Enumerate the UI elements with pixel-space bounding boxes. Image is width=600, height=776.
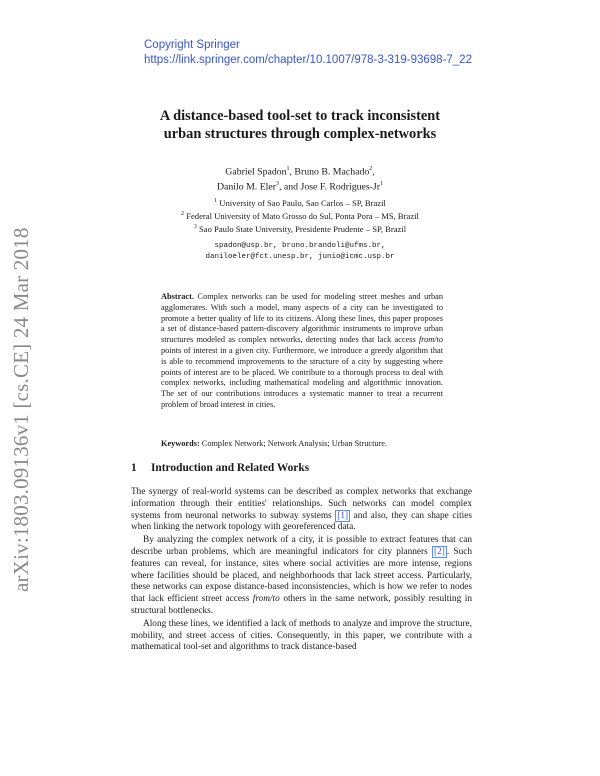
- abstract-text: Complex networks can be used for modeling street meshes and urban agglomerates. With such a model, many aspects of a city can be investigated to promote a better quality of life to its citizens. Along these lines, this paper proposes a set of distance-based pattern-discovery algorithmic instruments to improve urban structures modeled as complex networks, detecting nodes that lack access: [161, 292, 443, 345]
- affiliation-1: $^1$ University of Sao Paulo, Sao Carlos – SP, Brazil: [214, 197, 386, 208]
- author-3: Danilo M. Eler: [216, 181, 277, 193]
- email-line-1: spadon@usp.br, bruno.brandoli@ufms.br,: [214, 242, 386, 250]
- author-2-affil: 2: [369, 166, 373, 172]
- affiliation-3: $^3$ Sao Paulo State University, Presidente Prudente – SP, Brazil: [193, 223, 407, 234]
- paper-title: [130, 107, 470, 143]
- paragraph-3: Along these lines, we identified a lack of methods to analyze and improve the structure, mobility, and street access of cities. Consequently, in this paper, we contribute with a mathematical tool-set and algorithms to track distance-based: [131, 618, 472, 653]
- abstract: [161, 292, 443, 411]
- arxiv-stamp: arXiv:1803.09136v1 [cs.CE] 24 Mar 2018: [9, 227, 33, 592]
- author-sep: ,: [289, 166, 295, 178]
- affiliation-2: $^2$ Federal University of Mato Grosso do Sul, Ponta Pora – MS, Brazil: [181, 210, 419, 221]
- author-2: Bruno B. Machado: [294, 166, 370, 178]
- keywords-text: Complex Network; Network Analysis; Urban Structure.: [199, 439, 388, 448]
- author-1: Gabriel Spadon: [225, 166, 287, 178]
- title-line-1: A distance-based tool-set to track inconsistent: [159, 108, 441, 124]
- abstract-text: points of interest in a given city. Furthermore, we introduce a greedy algorithm that is able to recommend improvements to the structure of a city by suggesting where points of interest are to be placed. We contribute to a thorough process to deal with complex networks, including mathematical modeling and algorithmic innovation. The set of our contributions introduces a systematic manner to treat a recurrent problem of broad interest in cities.: [161, 345, 443, 409]
- section-heading: [131, 462, 471, 474]
- paragraph-1: The synergy of real-world systems can be described as complex networks that exchange information through their entities' relationships. Such networks can model complex systems from neuronal networks to subway systems [1] and also, they can shape cities when linking the network topology with georeferenced data.: [131, 487, 472, 533]
- citation-link[interactable]: [1]: [337, 510, 349, 521]
- author-4: Jose F. Rodrigues-Jr: [300, 181, 381, 193]
- citation-link[interactable]: [2]: [433, 546, 445, 557]
- title-line-2: urban structures through complex-networks: [163, 126, 437, 142]
- keywords-label: Keywords:: [161, 439, 200, 448]
- springer-link[interactable]: https://link.springer.com/chapter/10.1007/978-3-319-93698-7_22: [144, 54, 472, 66]
- paragraph-2: By analyzing the complex network of a city, it is possible to extract features that can describe urban problems, which are meaningful indicators for city planners [2] . Such features can reveal, for instance, sites where social activities are more intense, regions where facilities should be placed, and neighborhoods that lack street access. Particularly, these networks can expose distance-based inconsistencies, which is how we refer to nodes that lack efficient street access from/to others in the same network, possibly resulting in structural bottlenecks.: [131, 535, 473, 616]
- author-sep: ,: [372, 166, 375, 178]
- affiliation-list: [130, 196, 470, 235]
- keywords: [161, 438, 443, 449]
- author-sep: , and: [279, 181, 301, 193]
- section-number: 1: [131, 462, 137, 474]
- email-line-2: daniloeler@fct.unesp.br, junio@icmc.usp.br: [205, 253, 395, 261]
- section-title: Introduction and Related Works: [151, 462, 310, 474]
- email-list: [130, 241, 470, 263]
- author-list: [130, 163, 470, 194]
- abstract-label: Abstract.: [161, 292, 194, 301]
- abstract-emphasis: from/to: [418, 335, 443, 345]
- author-4-affil: 1: [380, 181, 384, 188]
- author-3-affil: 3: [276, 181, 280, 188]
- body-text: [131, 487, 472, 655]
- copyright-notice: [144, 38, 564, 68]
- author-1-affil: 1: [286, 166, 290, 172]
- copyright-line: Copyright Springer: [144, 39, 240, 51]
- emphasis: from/to: [252, 594, 280, 605]
